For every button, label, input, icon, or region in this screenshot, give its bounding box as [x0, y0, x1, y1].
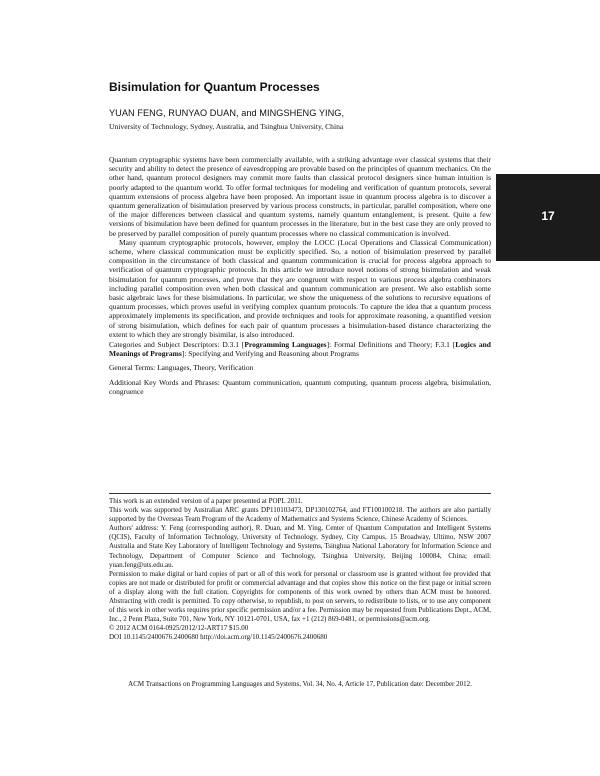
footnote-funding: This work was supported by Australian ARC grants DP110103473, DP130102764, and FT100100218. The authors are also partially supported by the Overseas Team Program of the Academy of Mathematics and Systems Science, Chinese Academy of Sciences.	[109, 506, 491, 524]
categories-prefix: Categories and Subject Descriptors: D.3.1 [	[109, 340, 245, 350]
journal-footer: ACM Transactions on Programming Languages and Systems, Vol. 34, No. 4, Article 17, Publication date: December 2012.	[128, 680, 472, 688]
abstract-paragraph-1: Quantum cryptographic systems have been commercially available, with a striking advantage over classical systems that their security and ability to detect the presence of eavesdropping are provable based on the principles of quantum mechanics. On the other hand, quantum protocol designers may commit more faults than classical protocol designers since human intuition is poorly adapted to the quantum world. To offer formal techniques for modeling and verification of quantum protocols, several quantum extensions of process algebra have been proposed. An important issue in quantum process algebra is to discover a quantum generalization of bisimulation preserved by various process constructs, in particular, parallel composition, where one of the major differences between classical and quantum systems, namely quantum entanglement, is present. Quite a few versions of bisimulation have been defined for quantum processes in the literature, but in the best case they are only proved to be preserved by parallel composition of purely quantum processes where no classical communication is involved.	[109, 155, 491, 238]
general-terms: General Terms: Languages, Theory, Verification	[109, 363, 254, 373]
footnotes-section	[109, 493, 491, 643]
footnote-divider	[109, 493, 491, 494]
categories-descriptors	[109, 340, 491, 358]
footnote-permission: Permission to make digital or hard copies of part or all of this work for personal or classroom use is granted without fee provided that copies are not made or distributed for profit or commercial advantage and that copies show this notice on the first page or initial screen of a display along with the full citation. Copyrights for components of this work owned by others than ACM must be honored. Abstracting with credit is permitted. To copy otherwise, to republish, to post on servers, to redistribute to lists, or to use any component of this work in other works requires prior specific permission and/or a fee. Permission may be requested from Publications Dept., ACM, Inc., 2 Penn Plaza, Suite 701, New York, NY 10121-0701, USA, fax +1 (212) 869-0481, or permissions@acm.org.	[109, 569, 491, 624]
categories-mid: ]: Formal Definitions and Theory; F.3.1 [	[326, 340, 456, 350]
categories-term-1: Programming Languages	[244, 340, 327, 350]
abstract-paragraph-2: Many quantum cryptographic protocols, however, employ the LOCC (Local Operations and Classical Communication) scheme, where classical communication must be explicitly specified. So, a notion of bisimulation preserved by parallel composition in the circumstance of both classical and quantum communication is crucial for process algebra approach to verification of quantum cryptographic protocols. In this article we introduce novel notions of strong bisimulation and weak bisimulation for quantum processes, and prove that they are congruent with respect to various process algebra combinators including parallel composition even when both classical and quantum communication are present. We also establish some basic algebraic laws for these bisimulations. In particular, we show the uniqueness of the solutions to recursive equations of quantum processes, which proves useful in verifying complex quantum protocols. To capture the idea that a quantum process approximately implements its specification, and provide techniques and tools for approximate reasoning, a quantified version of strong bisimulation, which defines for each pair of quantum processes a bisimulation-based distance characterizing the extent to which they are strongly bisimilar, is also introduced.	[109, 237, 491, 339]
categories-suffix: ]: Specifying and Verifying and Reasoning about Programs	[181, 349, 359, 359]
footnote-addresses: Authors' address: Y. Feng (corresponding author), R. Duan, and M. Ying, Center of Quantum Computation and Intelligent Systems (QCIS), Faculty of Information Technology, University of Technology, Sydney, City Campus, 15 Broadway, Ultimo, NSW 2007 Australia and State Key Laboratory of Intelligent Technology and Systems, Tsinghua National Laboratory for Information Science and Technology, Department of Computer Science and Technology, Tsinghua University, Beijing 100084, China; email: yuan.feng@uts.edu.au.	[109, 524, 491, 569]
footnote-extended: This work is an extended version of a paper presented at POPL 2011.	[109, 497, 303, 505]
abstract-section	[109, 155, 491, 396]
footnote-doi: DOI 10.1145/2400676.2400680 http://doi.acm.org/10.1145/2400676.2400680	[109, 633, 328, 642]
article-authors: YUAN FENG, RUNYAO DUAN, and MINGSHENG YING,	[109, 108, 345, 118]
article-number: 17	[541, 209, 555, 223]
article-affiliation: University of Technology, Sydney, Australia, and Tsinghua University, China	[109, 122, 344, 131]
article-number-tab	[496, 174, 600, 261]
keywords: Additional Key Words and Phrases: Quantum communication, quantum computing, quantum process algebra, bisimulation, congruence	[109, 377, 491, 396]
footnote-copyright: © 2012 ACM 0164-0925/2012/12-ART17 $15.00	[109, 624, 249, 633]
categories-term-2: Logics and Meanings of Programs	[109, 340, 491, 359]
article-title: Bisimulation for Quantum Processes	[109, 80, 320, 94]
